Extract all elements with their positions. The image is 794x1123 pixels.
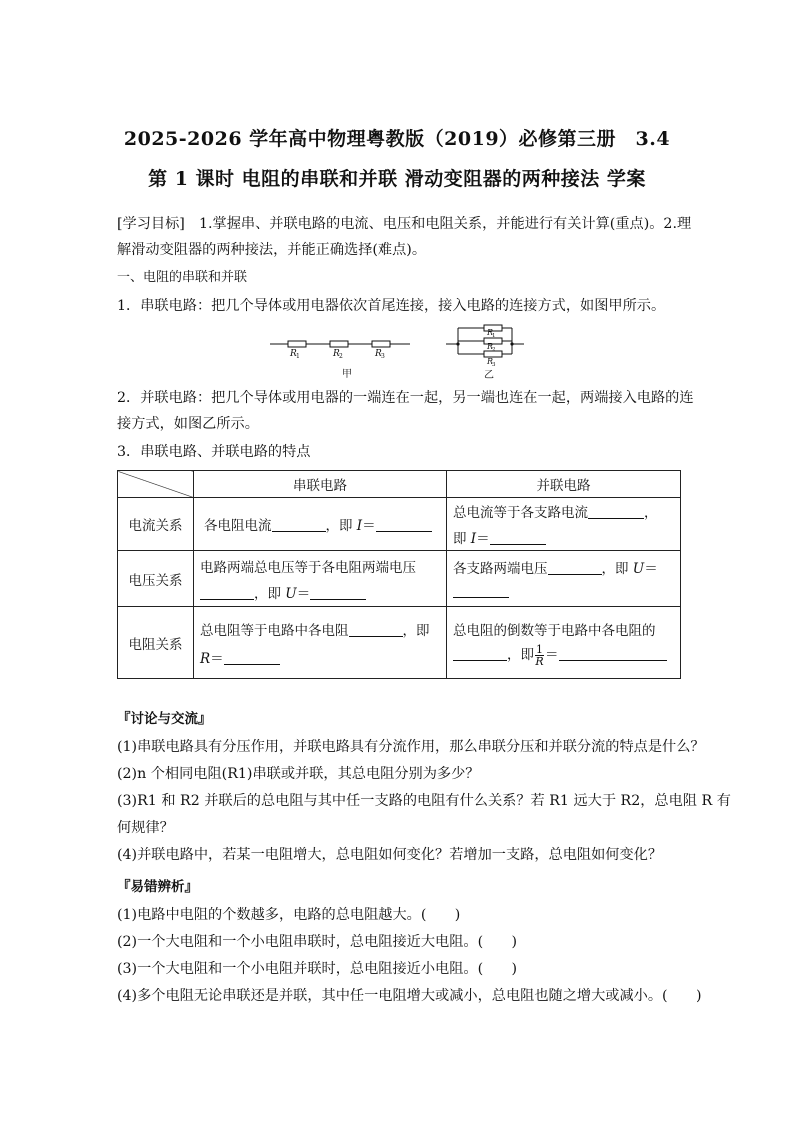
blank-input[interactable] — [559, 646, 667, 661]
header-series: 串联电路 — [194, 471, 447, 498]
blank-input[interactable] — [490, 530, 546, 545]
svg-text:1: 1 — [296, 353, 300, 360]
cell-voltage-series: 电路两端总电压等于各电阻两端电压 ，即 U＝ — [194, 551, 447, 607]
blank-input[interactable] — [588, 504, 644, 519]
section-heading: 一、电阻的串联和并联 — [117, 270, 248, 285]
parallel-r3-label: R — [487, 357, 494, 366]
fraction-1-over-r: $\frac{1}{R}$ — [535, 642, 544, 668]
error-item-1: (1)电路中电阻的个数越多，电路的总电阻越大。( ) — [117, 907, 461, 923]
caption-parallel: 乙 — [484, 370, 494, 381]
table-corner-cell — [118, 471, 194, 498]
caption-series: 甲 — [342, 369, 352, 380]
blank-input[interactable] — [548, 560, 602, 575]
learning-objectives-line-1: [学习目标] 1.掌握串、并联电路的电流、电压和电阻关系，并能进行有关计算(重点)。2.理 — [117, 216, 692, 232]
blank-input[interactable] — [310, 585, 366, 600]
errors-heading: 『易错辨析』 — [117, 879, 198, 895]
cell-resistance-series: 总电阻等于电路中各电阻 ，即 R＝ — [194, 607, 447, 679]
title-line-1: 2025-2026 学年高中物理粤教版（2019）必修第三册 3.4 — [123, 128, 671, 150]
discussion-item-3: (3)R1 和 R2 并联后的总电阻与其中任一支路的电阻有什么关系？若 R1 远大于 R2，总电阻 R 有 — [117, 793, 731, 809]
cell-voltage-parallel: 各支路两端电压 ，即 U＝ — [447, 551, 681, 607]
cell-resistance-parallel: 总电阻的倒数等于电路中各电阻的 ，即 $\frac{1}{R}$ ＝ — [447, 607, 681, 679]
header-parallel: 并联电路 — [447, 471, 681, 498]
item-2-parallel-definition-line-1: 2．并联电路：把几个导体或用电器的一端连在一起，另一端也连在一起，两端接入电路的连 — [117, 390, 694, 406]
title-line-2: 第 1 课时 电阻的串联和并联 滑动变阻器的两种接法 学案 — [148, 168, 646, 190]
table-row-voltage — [118, 551, 681, 607]
blank-input[interactable] — [453, 583, 509, 598]
circuit-diagram — [260, 322, 530, 384]
parallel-circuit — [446, 325, 524, 357]
blank-input[interactable] — [200, 585, 254, 600]
cell-current-parallel: 总电流等于各支路电流 ， 即 I＝ — [447, 498, 681, 551]
item-2-parallel-definition-line-2: 接方式，如图乙所示。 — [117, 416, 259, 432]
blank-input[interactable] — [453, 646, 507, 661]
parallel-r2-label: R — [487, 342, 494, 351]
blank-input[interactable] — [224, 650, 280, 665]
item-1-series-definition: 1．串联电路：把几个导体或用电器依次首尾连接，接入电路的连接方式，如图甲所示。 — [117, 298, 666, 314]
svg-text:1: 1 — [492, 333, 496, 339]
parallel-r1-label: R — [487, 328, 494, 337]
table-row-current — [118, 498, 681, 551]
series-r3-label: R — [375, 349, 382, 359]
discussion-item-1: (1)串联电路具有分压作用，并联电路具有分流作用，那么串联分压和并联分流的特点是什么？ — [117, 739, 705, 755]
circuit-characteristics-table — [117, 470, 681, 679]
series-circuit — [270, 341, 410, 347]
discussion-item-4: (4)并联电路中，若某一电阻增大，总电阻如何变化？若增加一支路，总电阻如何变化？ — [117, 847, 663, 863]
row-label-voltage: 电压关系 — [118, 551, 194, 607]
svg-text:3: 3 — [492, 362, 496, 368]
series-r2-label: R — [333, 349, 340, 359]
discussion-item-2: (2)n 个相同电阻(R1)串联或并联，其总电阻分别为多少？ — [117, 766, 480, 782]
svg-text:2: 2 — [339, 353, 343, 360]
discussion-item-3-continued: 何规律？ — [117, 820, 174, 836]
table-row-resistance — [118, 607, 681, 679]
error-item-3: (3)一个大电阻和一个小电阻并联时，总电阻接近小电阻。( ) — [117, 961, 518, 977]
cell-current-series: 各电阻电流 ，即 I＝ — [194, 498, 447, 551]
blank-input[interactable] — [272, 517, 326, 532]
discussion-heading: 『讨论与交流』 — [117, 711, 212, 727]
table-header-row — [118, 471, 681, 498]
series-r1-label: R — [290, 349, 297, 359]
item-3-heading: 3．串联电路、并联电路的特点 — [117, 444, 311, 460]
error-item-2: (2)一个大电阻和一个小电阻串联时，总电阻接近大电阻。( ) — [117, 934, 518, 950]
row-label-resistance: 电阻关系 — [118, 607, 194, 679]
svg-text:2: 2 — [492, 347, 496, 353]
blank-input[interactable] — [349, 622, 403, 637]
blank-input[interactable] — [376, 517, 432, 532]
learning-objectives-line-2: 解滑动变阻器的两种接法，并能正确选择(难点)。 — [117, 242, 427, 258]
error-item-4: (4)多个电阻无论串联还是并联，其中任一电阻增大或减小，总电阻也随之增大或减小。( ) — [117, 988, 702, 1004]
svg-text:3: 3 — [381, 353, 385, 360]
row-label-current: 电流关系 — [118, 498, 194, 551]
